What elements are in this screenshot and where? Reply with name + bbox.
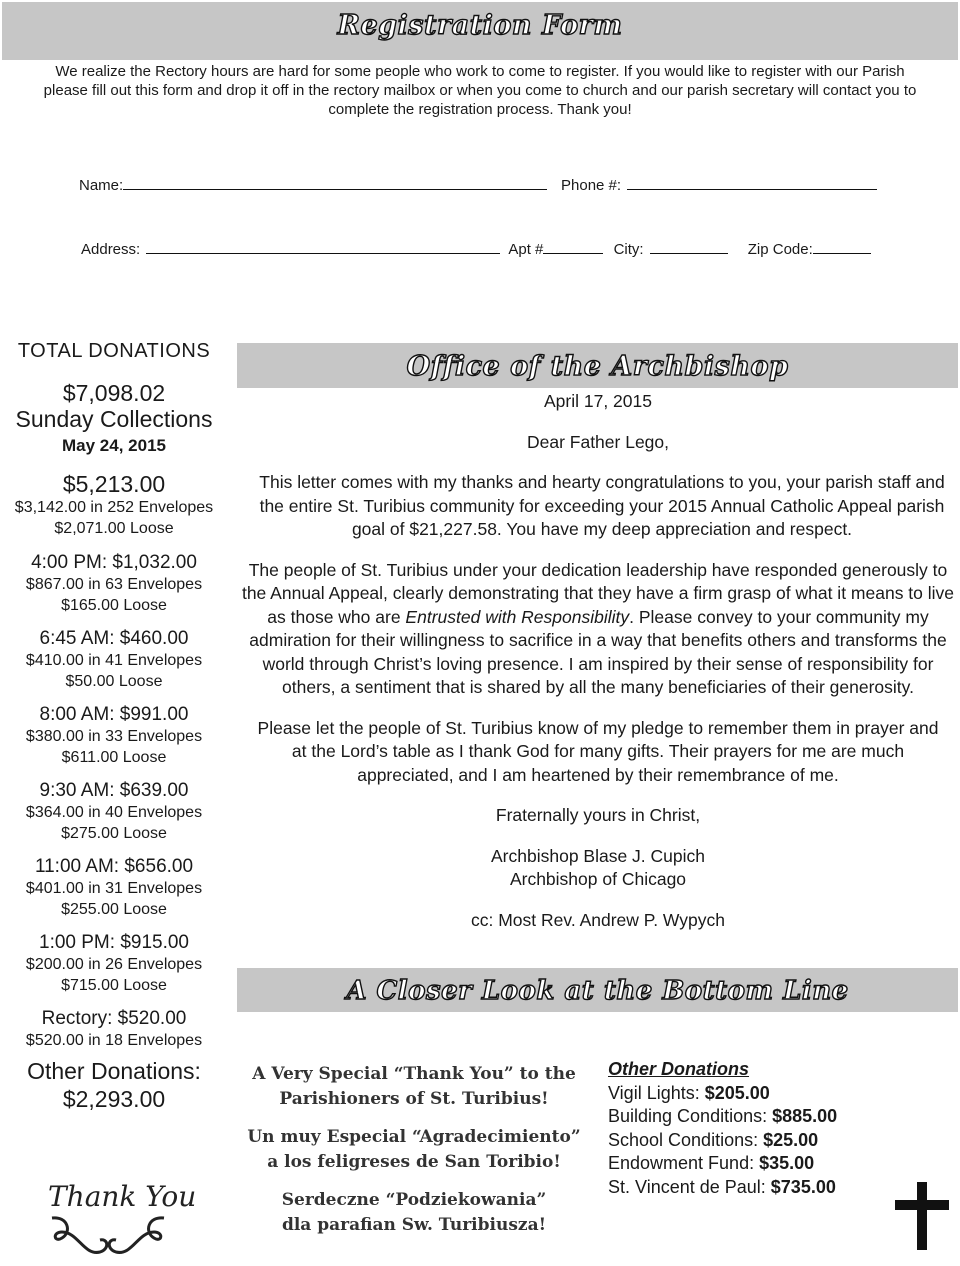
phone-row: [561, 176, 877, 194]
letter-paragraph: This letter comes with my thanks and hearty congratulations to you, your parish staff and the entire St. Turibius community for exceeding your 2015 Annual Catholic Appeal parish goal of $21,227.58. You have my deep appreciation and respect.: [259, 472, 945, 539]
thanks-spanish: Un muy Especial “Agradecimiento” a los feligreses de San Toribio!: [247, 1127, 581, 1172]
intro-line: complete the registration process. Thank you!: [328, 101, 632, 118]
item-label: Vigil Lights:: [608, 1082, 705, 1103]
letter-paragraph-2: [238, 559, 958, 700]
rectory-envelopes: $520.00 in 18 Envelopes: [25, 1032, 203, 1049]
item-amount: $205.00: [704, 1082, 770, 1103]
other-donations-label: Other Donations:: [27, 1058, 201, 1084]
mass-envelopes: $364.00 in 40 Envelopes: [25, 804, 203, 821]
rectory-block: [0, 1008, 228, 1051]
thanks-polish: Serdeczne “Podziekowania” dla parafian Sw. Turibiusza!: [281, 1190, 547, 1235]
mass-loose: $165.00 Loose: [61, 597, 167, 614]
total-donations-amount: $7,098.02: [62, 380, 166, 406]
sunday-envelopes: $3,142.00 in 252 Envelopes: [14, 499, 214, 516]
other-donations-list: [608, 1058, 837, 1199]
letter-paragraph: Please let the people of St. Turibius know of my pledge to remember them in prayer and at the Lord’s table as I thank God for many gifts. Their prayers for me are much appreciated, and I am heartened by their remembrance of me.: [257, 717, 939, 785]
archbishop-title: Office of the Archbishop: [406, 351, 789, 382]
item-amount: $25.00: [763, 1129, 819, 1150]
mass-time: 9:30 AM: $639.00: [39, 780, 189, 801]
mass-time: 4:00 PM: $1,032.00: [31, 552, 197, 573]
item-amount: $735.00: [770, 1176, 836, 1197]
apt-label: Apt #: [508, 241, 544, 258]
item-label: School Conditions:: [608, 1129, 764, 1150]
p2-text-end: . Please convey to your community my admiration for their willingness to sacrifice in a way that benefits others and transforms the world through Christ’s loving presence. I am inspired by their sense of responsibility for others, a sentiment that is shared by all the many beneficiaries of their generosity.: [249, 606, 947, 697]
p2-italic: Entrusted with Responsibility: [405, 606, 630, 627]
zip-field[interactable]: [813, 240, 871, 254]
mass-loose: $611.00 Loose: [61, 749, 167, 766]
mass-envelopes: $200.00 in 26 Envelopes: [25, 956, 203, 973]
item-label: Building Conditions:: [608, 1106, 773, 1126]
mass-envelopes: $401.00 in 31 Envelopes: [25, 880, 203, 897]
letter-signer: Archbishop Blase J. Cupich: [491, 845, 705, 866]
letter-cc: cc: Most Rev. Andrew P. Wypych: [470, 909, 725, 930]
collection-date: May 24, 2015: [62, 436, 166, 455]
mass-envelopes: $867.00 in 63 Envelopes: [25, 576, 203, 593]
item-amount: $35.00: [759, 1153, 815, 1173]
name-field[interactable]: [123, 176, 547, 190]
intro-line: We realize the Rectory hours are hard for some people who work to come to register. If you would like to register with our Parish: [55, 63, 905, 80]
other-donations-title: Other Donations: [608, 1059, 750, 1079]
mass-time: 6:45 AM: $460.00: [39, 628, 189, 649]
mass-block: [0, 552, 228, 616]
list-item: [608, 1129, 837, 1153]
archbishop-banner: [237, 343, 958, 388]
letter-greeting: Dear Father Lego,: [526, 431, 670, 452]
intro-line: please fill out this form and drop it off in the rectory mailbox or when you come to church and our parish secretary will contact you to: [43, 82, 917, 99]
list-item: [608, 1176, 837, 1200]
item-amount: $885.00: [772, 1106, 838, 1126]
zip-label: Zip Code:: [747, 241, 813, 258]
registration-title: Registration Form: [337, 10, 623, 41]
list-item: [608, 1152, 837, 1176]
list-item: [608, 1082, 837, 1106]
mass-loose: $50.00 Loose: [65, 673, 163, 690]
sunday-collections-label: Sunday Collections: [15, 406, 213, 432]
mass-envelopes: $410.00 in 41 Envelopes: [25, 652, 203, 669]
thank-you-script: Thank You: [48, 1180, 197, 1213]
sunday-total: $5,213.00: [62, 471, 166, 497]
archbishop-letter: [238, 390, 958, 932]
phone-field[interactable]: [627, 176, 877, 190]
mass-loose: $255.00 Loose: [61, 901, 167, 918]
city-field[interactable]: [650, 240, 728, 254]
list-item: [608, 1105, 837, 1129]
mass-block: [0, 856, 228, 920]
mass-time: 1:00 PM: $915.00: [39, 932, 189, 953]
address-label: Address:: [81, 241, 141, 258]
total-donations-label: TOTAL DONATIONS: [17, 340, 211, 362]
mass-block: [0, 704, 228, 768]
rectory-amount: Rectory: $520.00: [41, 1008, 187, 1029]
sunday-loose: $2,071.00 Loose: [54, 520, 174, 537]
thank-you-messages: [246, 1062, 582, 1251]
letter-date: April 17, 2015: [544, 391, 652, 411]
city-label: City:: [613, 241, 644, 258]
other-donations-total: $2,293.00: [62, 1086, 166, 1112]
item-label: Endowment Fund:: [608, 1153, 760, 1173]
apt-field[interactable]: [543, 240, 603, 254]
bottom-line-banner: [237, 968, 958, 1012]
item-label: St. Vincent de Paul:: [608, 1176, 771, 1197]
cross-icon: [893, 1182, 953, 1250]
address-field[interactable]: [146, 240, 500, 254]
mass-block: [0, 932, 228, 996]
mass-envelopes: $380.00 in 33 Envelopes: [25, 728, 203, 745]
thanks-english: A Very Special “Thank You” to the Parishioners of St. Turibius!: [252, 1064, 576, 1109]
bottom-line-title: A Closer Look at the Bottom Line: [346, 976, 849, 1006]
flourish-icon: [48, 1212, 168, 1262]
name-row: [79, 176, 547, 194]
mass-time: 8:00 AM: $991.00: [39, 704, 189, 725]
name-label: Name:: [79, 177, 124, 194]
p2-text: The people of St. Turibius under your dedication leadership have responded generously to the Annual Appeal, clearly demonstrating that they have a firm grasp of what it means to live as those who are: [241, 559, 955, 627]
registration-intro: [8, 62, 952, 119]
mass-block: [0, 780, 228, 844]
address-row: [81, 240, 871, 258]
mass-block: [0, 628, 228, 692]
registration-banner: [2, 2, 958, 60]
mass-loose: $275.00 Loose: [61, 825, 167, 842]
donations-summary: [0, 340, 228, 1112]
letter-closing: Fraternally yours in Christ,: [495, 805, 701, 825]
mass-loose: $715.00 Loose: [61, 977, 167, 994]
letter-signer-title: Archbishop of Chicago: [509, 869, 687, 889]
phone-label: Phone #:: [561, 177, 622, 194]
mass-time: 11:00 AM: $656.00: [34, 856, 194, 877]
